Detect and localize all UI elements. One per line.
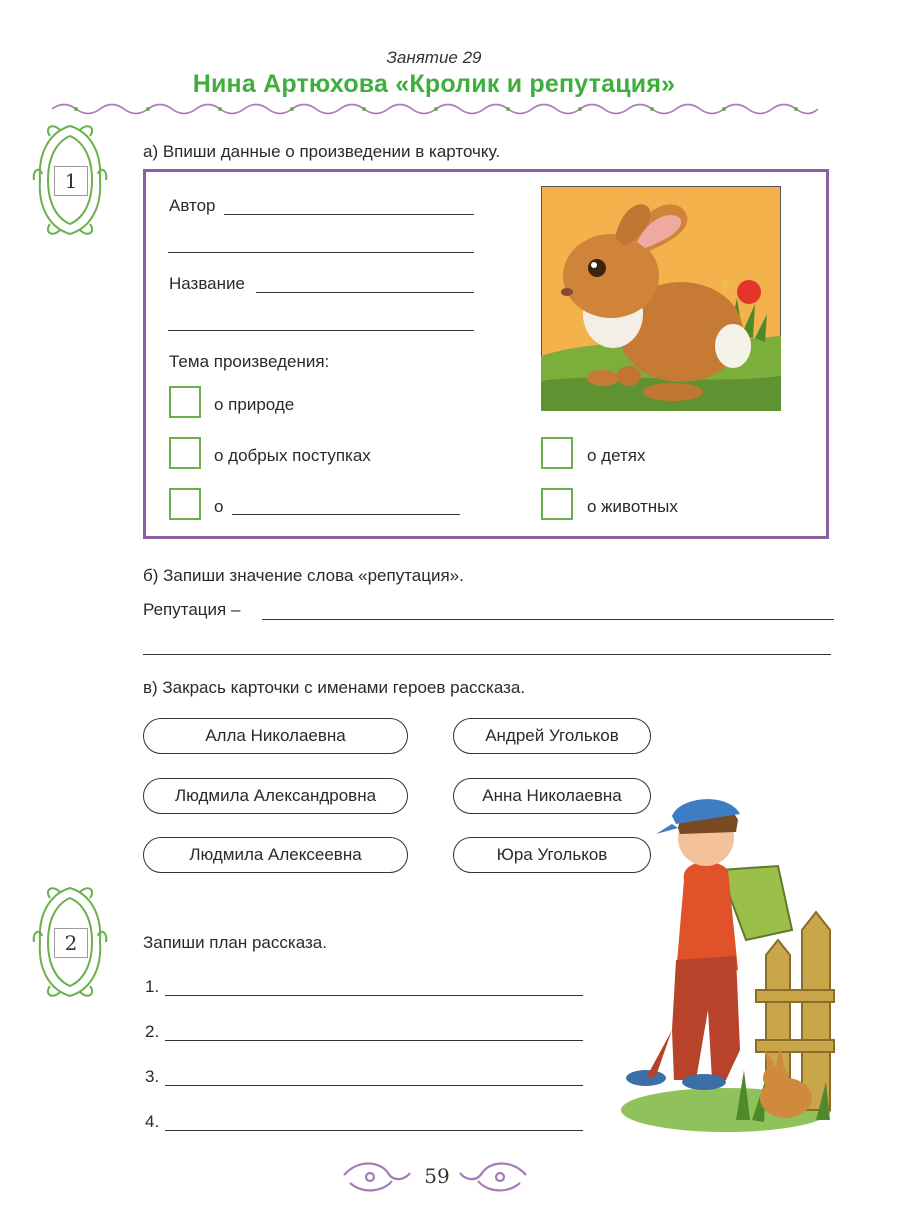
plan-item-3-number: 3.: [145, 1067, 160, 1086]
theme-label: Тема произведения:: [169, 352, 330, 371]
task-1-badge: [30, 122, 110, 238]
name-card-anna[interactable]: Анна Николаевна: [453, 778, 651, 814]
task-2-badge: [30, 884, 110, 1000]
lesson-number: Занятие 29: [386, 48, 482, 67]
ornament-divider: [52, 100, 818, 118]
plan-line-3[interactable]: [165, 1085, 583, 1086]
checkbox-children[interactable]: [541, 437, 573, 469]
option-children-label: о детях: [587, 446, 646, 465]
boy-illustration: [616, 790, 836, 1140]
name-card-andrey[interactable]: Андрей Угольков: [453, 718, 651, 754]
author-line-2[interactable]: [168, 252, 474, 253]
plan-item-2-number: 2.: [145, 1022, 160, 1041]
checkbox-other[interactable]: [169, 488, 201, 520]
option-animals-label: о животных: [587, 497, 678, 516]
other-theme-line[interactable]: [232, 514, 460, 515]
checkbox-good-deeds[interactable]: [169, 437, 201, 469]
name-card-lyudmila-alexandrovna[interactable]: Людмила Александровна: [143, 778, 408, 814]
task-b-prompt: б) Запиши значение слова «репутация».: [143, 566, 464, 585]
title-line[interactable]: [256, 292, 474, 293]
page-title: Нина Артюхова «Кролик и репутация»: [192, 70, 676, 98]
title-line-2[interactable]: [168, 330, 474, 331]
name-card-alla[interactable]: Алла Николаевна: [143, 718, 408, 754]
author-label: Автор: [169, 196, 216, 215]
plan-item-1-number: 1.: [145, 977, 160, 996]
page-number: 59: [424, 1164, 450, 1188]
title-label: Название: [169, 274, 245, 293]
name-card-yura[interactable]: Юра Угольков: [453, 837, 651, 873]
plan-line-1[interactable]: [165, 995, 583, 996]
reputation-label: Репутация –: [143, 600, 241, 619]
task-a-prompt: а) Впиши данные о произведении в карточку.: [143, 142, 501, 161]
reputation-line-2[interactable]: [143, 654, 831, 655]
plan-item-4-number: 4.: [145, 1112, 160, 1131]
checkbox-animals[interactable]: [541, 488, 573, 520]
task-number: 1: [54, 166, 88, 196]
name-card-lyudmila-alexeevna[interactable]: Людмила Алексеевна: [143, 837, 408, 873]
author-line[interactable]: [224, 214, 474, 215]
plan-line-2[interactable]: [165, 1040, 583, 1041]
checkbox-nature[interactable]: [169, 386, 201, 418]
reputation-line-1[interactable]: [262, 619, 834, 620]
plan-line-4[interactable]: [165, 1130, 583, 1131]
option-good-deeds-label: о добрых поступках: [214, 446, 371, 465]
task-number: 2: [54, 928, 88, 958]
task-c-prompt: в) Закрась карточки с именами героев рассказа.: [143, 678, 526, 697]
option-other-label: о: [214, 497, 224, 516]
rabbit-illustration: [541, 186, 781, 411]
task-2-prompt: Запиши план рассказа.: [143, 933, 327, 952]
option-nature-label: о природе: [214, 395, 295, 414]
